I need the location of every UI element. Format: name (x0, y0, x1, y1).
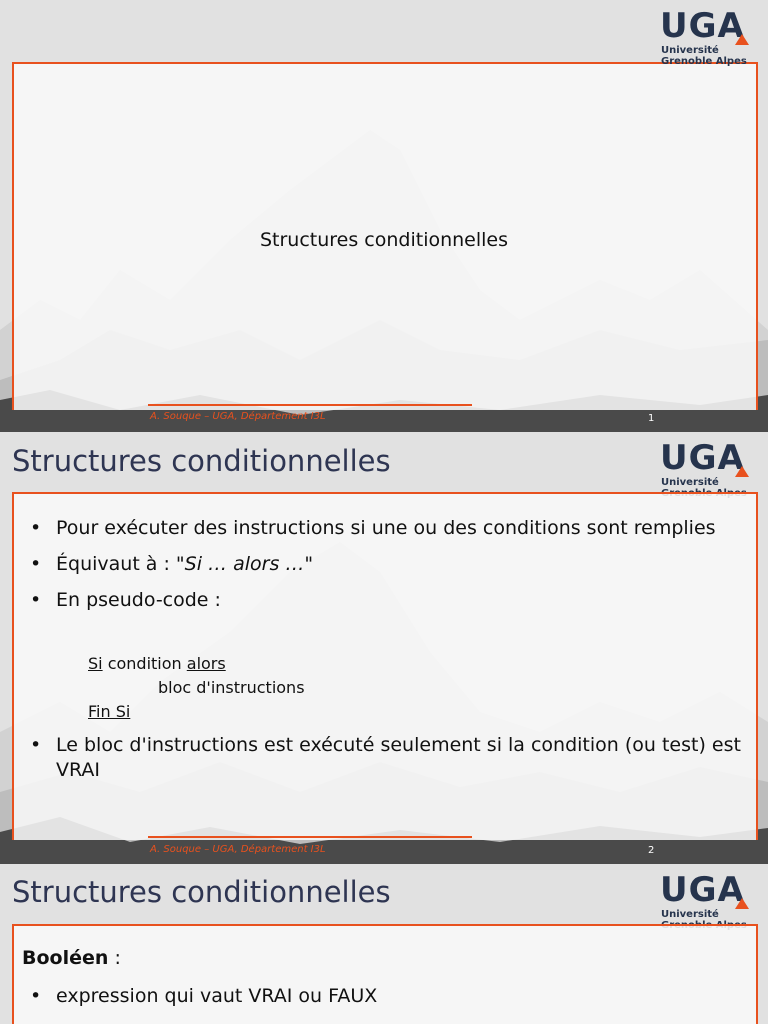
bullet-list (24, 733, 754, 783)
bullet-text: Le bloc d'instructions est exécuté seulement si la condition (ou test) est VRAI (56, 734, 741, 781)
code-bloc: bloc d'instructions (158, 678, 305, 697)
keyword-fin-si: Fin Si (88, 702, 131, 721)
slide-title: Structures conditionnelles (12, 875, 391, 909)
slide-footer: A. Souque – UGA, Département I3L (150, 411, 326, 422)
code-condition: condition (102, 654, 187, 673)
bullet-text-italic: Si … alors … (184, 553, 305, 575)
bullet-icon: • (30, 589, 42, 611)
bullet-text-prefix: Équivaut à : " (56, 553, 185, 575)
code-line-body (88, 676, 305, 700)
logo-triangle-icon (735, 466, 749, 477)
bullet-icon: • (30, 517, 42, 539)
label-bold: Booléen (22, 947, 109, 969)
logo-triangle-icon (735, 898, 749, 909)
page-number: 2 (648, 845, 655, 856)
list-item (24, 733, 754, 783)
logo-letters: UGA (660, 870, 745, 910)
pseudo-code-block (88, 652, 305, 724)
logo-line2: Grenoble Alpes (661, 56, 747, 67)
bullet-icon: • (30, 734, 42, 756)
list-item (24, 984, 754, 1009)
list-item (24, 552, 754, 577)
list-item (24, 516, 754, 541)
page-number: 1 (648, 413, 655, 424)
bullet-icon: • (30, 553, 42, 575)
slide-title: Structures conditionnelles (12, 444, 391, 478)
bullet-list (24, 984, 754, 1009)
logo-line1: Université (661, 909, 719, 920)
slide-3 (0, 864, 768, 1024)
slide-footer: A. Souque – UGA, Département I3L (150, 844, 326, 855)
slide-2 (0, 432, 768, 864)
logo-letters: UGA (660, 438, 745, 478)
slide-title: Structures conditionnelles (259, 229, 509, 251)
bullet-text: En pseudo-code : (56, 589, 221, 611)
slide-frame (12, 924, 758, 1024)
bullet-icon: • (30, 985, 42, 1007)
keyword-alors: alors (186, 654, 226, 673)
label-suffix: : (108, 947, 121, 969)
bullet-text-suffix: " (304, 553, 314, 575)
uga-logo (660, 872, 760, 932)
bullet-list (24, 516, 754, 613)
bullet-text: Pour exécuter des instructions si une ou des conditions sont remplies (56, 517, 716, 539)
logo-triangle-icon (735, 34, 749, 45)
footer-line (148, 836, 472, 838)
uga-logo (660, 440, 760, 500)
bullet-text: expression qui vaut VRAI ou FAUX (56, 985, 378, 1007)
slide-1 (0, 0, 768, 432)
list-item (24, 588, 754, 613)
code-line-end (88, 700, 305, 724)
logo-letters: UGA (660, 6, 745, 46)
keyword-si: Si (88, 654, 103, 673)
code-line-if (88, 652, 305, 676)
uga-logo (660, 8, 760, 68)
logo-line1: Université (661, 45, 719, 56)
logo-line1: Université (661, 477, 719, 488)
section-label (22, 947, 121, 969)
footer-line (148, 404, 472, 406)
